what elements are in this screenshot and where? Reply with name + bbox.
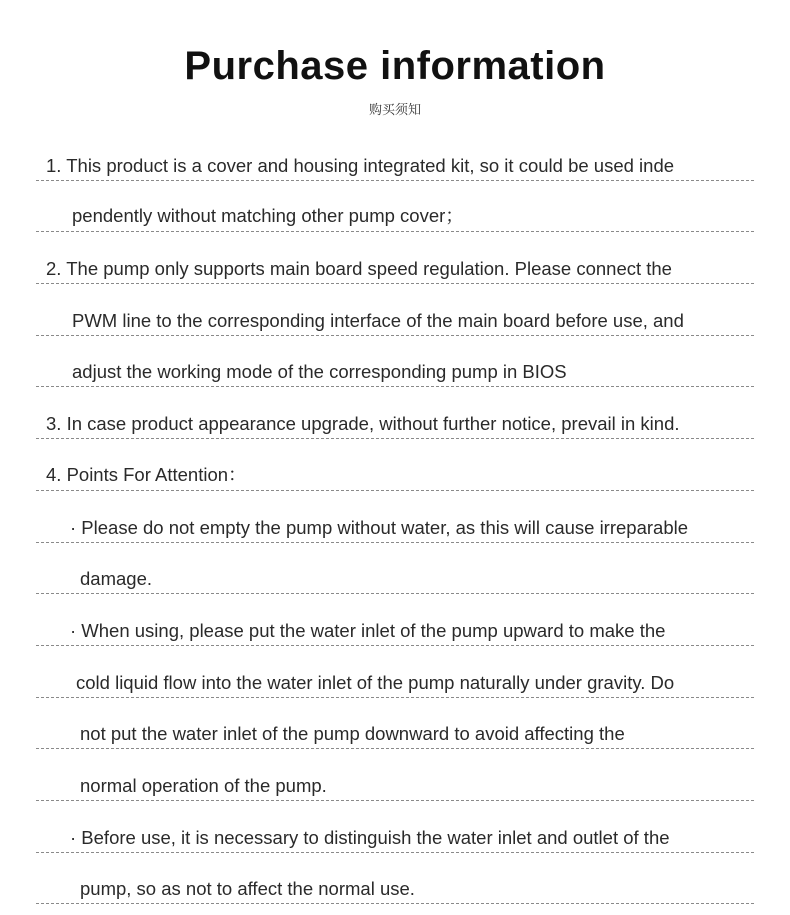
notice-line-text: damage. xyxy=(80,568,152,590)
notice-line xyxy=(36,698,754,750)
notice-line-text: normal operation of the pump. xyxy=(80,775,327,797)
notice-line-text: 1. This product is a cover and housing integrated kit, so it could be used inde xyxy=(46,154,675,176)
notice-line-text: cold liquid flow into the water inlet of the pump naturally under gravity. Do xyxy=(76,671,675,693)
notice-line-text: not put the water inlet of the pump downward to avoid affecting the xyxy=(80,723,625,745)
page-title: Purchase information xyxy=(184,44,606,88)
notice-line-text: 4. Points For Attention： xyxy=(46,463,247,485)
notice-line-text: pendently without matching other pump cover； xyxy=(72,205,464,227)
notice-line xyxy=(36,594,754,646)
notice-line xyxy=(36,749,754,801)
notice-line-text: pump, so as not to affect the normal use. xyxy=(80,878,415,900)
notice-line-text: 3. In case product appearance upgrade, without further notice, prevail in kind. xyxy=(46,413,680,435)
notice-line xyxy=(36,543,754,595)
notice-line-text: · When using, please put the water inlet of the pump upward to make the xyxy=(70,619,666,641)
notice-line xyxy=(36,801,754,853)
notice-line-text: · Please do not empty the pump without water, as this will cause irreparable xyxy=(70,516,689,538)
notice-line-text: 2. The pump only supports main board speed regulation. Please connect the xyxy=(46,258,672,280)
notice-line xyxy=(36,853,754,905)
notice-line xyxy=(36,284,754,336)
notice-line xyxy=(36,336,754,388)
notice-line xyxy=(36,181,754,233)
notice-line xyxy=(36,646,754,698)
page-subtitle: 购买须知 xyxy=(368,103,421,118)
notice-line-text: · Before use, it is necessary to distinguish the water inlet and outlet of the xyxy=(70,826,670,848)
notice-line xyxy=(36,388,754,440)
notice-line xyxy=(36,439,754,491)
notice-line xyxy=(36,491,754,543)
notice-line-text: PWM line to the corresponding interface of the main board before use, and xyxy=(72,309,684,331)
notice-line-text: adjust the working mode of the corresponding pump in BIOS xyxy=(72,361,567,383)
notice-line xyxy=(36,129,754,181)
notice-line xyxy=(36,232,754,284)
